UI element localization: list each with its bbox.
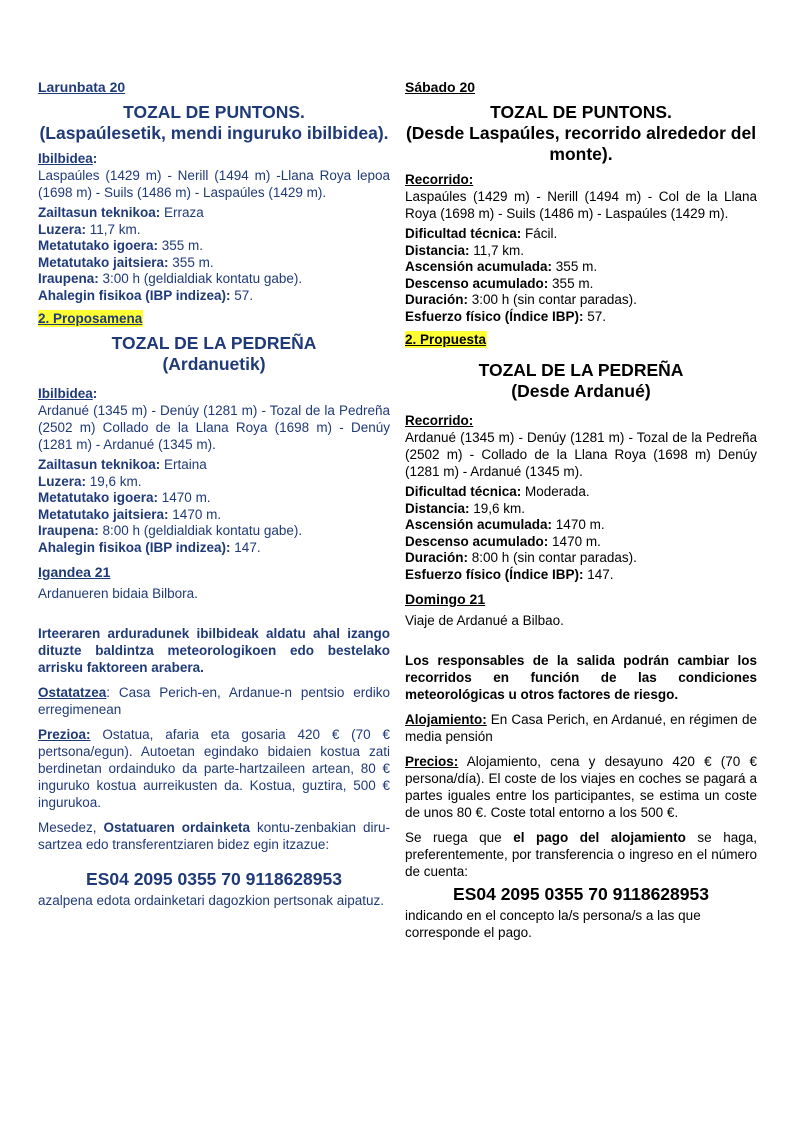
day1-heading: Sábado 20 bbox=[405, 79, 476, 95]
spec-value: Moderada. bbox=[521, 484, 590, 499]
spec-row bbox=[405, 550, 757, 567]
route-label bbox=[38, 150, 390, 167]
spec-value: 147. bbox=[230, 539, 261, 555]
spec-value: Fácil. bbox=[521, 226, 558, 241]
route-label: Recorrido: bbox=[405, 413, 474, 428]
spec-key: Ahalegin fisikoa (IBP indizea): bbox=[38, 287, 231, 303]
spec-value: 1470 m. bbox=[552, 517, 605, 532]
route2-title-line1: TOZAL DE LA PEDREÑA bbox=[111, 333, 317, 353]
spec-value: Erraza bbox=[160, 205, 204, 220]
spec-key: Zailtasun teknikoa: bbox=[38, 205, 161, 220]
spec-row bbox=[38, 457, 390, 474]
spec-key: Dificultad técnica: bbox=[405, 484, 522, 499]
after-iban-text: indicando en el concepto la/s persona/s a las que corresponde el pago. bbox=[405, 908, 701, 940]
spec-value: 1470 m. bbox=[158, 490, 211, 505]
spec-value: 19,6 km. bbox=[86, 473, 142, 489]
lodging-label: Alojamiento: bbox=[405, 712, 487, 727]
price-paragraph bbox=[38, 726, 390, 811]
lodging-paragraph bbox=[405, 711, 757, 745]
spec-row bbox=[38, 490, 390, 507]
spec-key: Distancia: bbox=[405, 500, 470, 516]
spec-row bbox=[405, 292, 757, 309]
spec-key: Zailtasun teknikoa: bbox=[38, 457, 161, 472]
spec-key: Esfuerzo físico (Índice IBP): bbox=[405, 308, 584, 324]
spec-value: 355 m. bbox=[168, 254, 214, 270]
spec-row bbox=[405, 501, 757, 518]
price-text: Ostatua, afaria eta gosaria 420 € (70 € pertsona/egun). Autoetan egindako bidaien kostua zati berdinetan ordainduko da parte-hartzaileen artean, 80 € inguruko kostua aurreikusten da. Kostua, guztira, 500 € ingurukoa. bbox=[38, 727, 390, 810]
spec-row bbox=[405, 517, 757, 534]
lodging-label: Ostatatzea bbox=[38, 685, 107, 700]
spec-key: Metatutako jaitsiera: bbox=[38, 506, 169, 522]
route1-specs bbox=[405, 226, 757, 325]
route1-specs bbox=[38, 205, 390, 304]
payment-paragraph bbox=[405, 829, 757, 880]
route2-title-line2: (Desde Ardanué) bbox=[511, 381, 651, 401]
spec-row bbox=[405, 276, 757, 293]
spec-row bbox=[38, 205, 390, 222]
route-label-text: Ibilbidea bbox=[38, 386, 93, 401]
spanish-column bbox=[405, 79, 757, 941]
iban-number: ES04 2095 0355 70 9118628953 bbox=[86, 869, 342, 889]
spec-key: Iraupena: bbox=[38, 271, 99, 286]
route1-description: Laspaúles (1429 m) - Nerill (1494 m) - Col de la Llana Roya (1698 m) - Suils (1486 m) - Laspaúles (1429 m). bbox=[405, 189, 757, 221]
lodging-text: En Casa Perich, en Ardanué, en régimen de media pensión bbox=[405, 712, 757, 744]
route1-title-line1: TOZAL DE PUNTONS. bbox=[123, 102, 305, 122]
payment-post: kontu-zenbakian diru-sartzea edo transferentziaren bidez egin itzazue: bbox=[38, 820, 391, 852]
lodging-text: : Casa Perich-en, Ardanue-n pentsio erdiko erregimenean bbox=[38, 685, 390, 717]
route1-title-line2: (Laspaúlesetik, mendi inguruko ibilbidea). bbox=[39, 123, 389, 143]
spec-row bbox=[38, 507, 390, 524]
route-label-colon: : bbox=[92, 151, 98, 166]
spec-value: 1470 m. bbox=[548, 533, 601, 549]
lodging-paragraph bbox=[38, 684, 390, 718]
spec-row bbox=[405, 259, 757, 276]
proposal-highlight: 2. Propuesta bbox=[405, 332, 487, 347]
day2-text: Viaje de Ardanué a Bilbao. bbox=[405, 613, 564, 628]
payment-bold: Ostatuaren ordainketa bbox=[103, 820, 251, 835]
spec-key: Luzera: bbox=[38, 221, 87, 237]
route-label-colon: : bbox=[92, 386, 98, 401]
spec-value: 3:00 h (sin contar paradas). bbox=[468, 292, 637, 307]
spec-value: 57. bbox=[230, 287, 254, 303]
route2-title-line1: TOZAL DE LA PEDREÑA bbox=[478, 360, 684, 380]
route-label bbox=[38, 385, 390, 402]
spec-row bbox=[38, 288, 390, 305]
spec-key: Esfuerzo físico (Índice IBP): bbox=[405, 566, 584, 582]
spec-value: 355 m. bbox=[548, 275, 594, 291]
proposal-highlight: 2. Proposamena bbox=[38, 311, 143, 326]
spec-row bbox=[405, 226, 757, 243]
after-iban-text: azalpena edota ordainketari dagozkion pertsonak aipatuz. bbox=[38, 893, 384, 908]
route-label: Recorrido: bbox=[405, 172, 474, 187]
iban-number: ES04 2095 0355 70 9118628953 bbox=[453, 884, 709, 904]
spec-key: Duración: bbox=[405, 550, 469, 565]
spec-row bbox=[38, 523, 390, 540]
spec-key: Dificultad técnica: bbox=[405, 226, 522, 241]
spec-value: 11,7 km. bbox=[469, 242, 525, 258]
spec-key: Descenso acumulado: bbox=[405, 275, 549, 291]
spec-row bbox=[38, 222, 390, 239]
spec-value: 8:00 h (geldialdiak kontatu gabe). bbox=[98, 523, 303, 538]
spec-value: 11,7 km. bbox=[86, 221, 141, 237]
spec-row bbox=[38, 474, 390, 491]
payment-post: se haga, preferentemente, por transferencia o ingreso en el número de cuenta: bbox=[405, 830, 758, 879]
price-text: Alojamiento, cena y desayuno 420 € (70 € persona/día). El coste de los viajes en coches se pagará a partes iguales entre los participantes, se estima un coste de unos 80 €. Coste total entorno a los 500 €. bbox=[405, 754, 757, 820]
spec-row bbox=[405, 484, 757, 501]
spec-value: 19,6 km. bbox=[469, 500, 526, 516]
payment-bold: el pago del alojamiento bbox=[513, 830, 686, 845]
day2-heading: Igandea 21 bbox=[38, 564, 111, 580]
spec-row bbox=[405, 243, 757, 260]
spec-key: Metatutako igoera: bbox=[38, 490, 159, 505]
payment-pre: Mesedez, bbox=[38, 820, 104, 835]
route-label-text: Ibilbidea bbox=[38, 151, 93, 166]
route1-title-line2: (Desde Laspaúles, recorrido alrededor del monte). bbox=[405, 123, 757, 164]
spec-key: Ahalegin fisikoa (IBP indizea): bbox=[38, 539, 231, 555]
spec-row bbox=[405, 567, 757, 584]
spec-value: 355 m. bbox=[552, 259, 598, 274]
spec-key: Distancia: bbox=[405, 242, 470, 258]
day1-heading: Larunbata 20 bbox=[38, 79, 126, 95]
price-label: Precios: bbox=[405, 754, 459, 769]
spec-key: Metatutako igoera: bbox=[38, 238, 159, 253]
spec-value: 355 m. bbox=[158, 238, 204, 253]
route1-title-line1: TOZAL DE PUNTONS. bbox=[490, 102, 672, 122]
spec-row bbox=[38, 271, 390, 288]
spec-key: Ascensión acumulada: bbox=[405, 259, 553, 274]
spec-value: 147. bbox=[583, 566, 614, 582]
spec-value: Ertaina bbox=[160, 457, 207, 472]
spec-row bbox=[405, 309, 757, 326]
day2-text: Ardanueren bidaia Bilbora. bbox=[38, 586, 198, 601]
route1-description: Laspaúles (1429 m) - Nerill (1494 m) -Llana Roya lepoa (1698 m) - Suils (1486 m) - Laspaúles (1429 m). bbox=[38, 168, 390, 200]
warning-text: Los responsables de la salida podrán cambiar los recorridos en función de las condiciones meteorológicas u otros factores de riesgo. bbox=[405, 653, 757, 702]
spec-key: Metatutako jaitsiera: bbox=[38, 254, 169, 270]
day2-heading: Domingo 21 bbox=[405, 591, 486, 607]
route2-specs bbox=[405, 484, 757, 583]
spec-value: 1470 m. bbox=[168, 506, 222, 522]
spec-key: Duración: bbox=[405, 292, 469, 307]
basque-column bbox=[38, 79, 390, 909]
route2-specs bbox=[38, 457, 390, 556]
spec-row bbox=[38, 238, 390, 255]
warning-text: Irteeraren arduradunek ibilbideak aldatu ahal izango dituzte baldintza meteorologikoen edo bestelako arrisku faktoreen arabera. bbox=[38, 626, 390, 675]
spec-row bbox=[405, 534, 757, 551]
payment-paragraph bbox=[38, 819, 390, 853]
price-label: Prezioa: bbox=[38, 727, 91, 742]
spec-key: Luzera: bbox=[38, 473, 87, 489]
spec-key: Iraupena: bbox=[38, 523, 99, 538]
route2-title-line2: (Ardanuetik) bbox=[162, 354, 266, 374]
payment-pre: Se ruega que bbox=[405, 830, 514, 845]
route2-description: Ardanué (1345 m) - Denúy (1281 m) - Tozal de la Pedreña (2502 m) Collado de la Llana Roya (1698 m) - Denúy (1281 m) - Ardanué (1345 m). bbox=[38, 403, 390, 452]
spec-value: 3:00 h (geldialdiak kontatu gabe). bbox=[98, 271, 303, 286]
spec-row bbox=[38, 255, 390, 272]
spec-key: Ascensión acumulada: bbox=[405, 517, 553, 532]
price-paragraph bbox=[405, 753, 757, 821]
spec-row bbox=[38, 540, 390, 557]
spec-value: 57. bbox=[583, 308, 607, 324]
spec-value: 8:00 h (sin contar paradas). bbox=[468, 550, 637, 565]
route2-description: Ardanué (1345 m) - Denúy (1281 m) - Tozal de la Pedreña (2502 m) - Collado de la Llana Roya (1698 m) Denúy (1281 m) - Ardanué (1345 m). bbox=[405, 430, 757, 479]
spec-key: Descenso acumulado: bbox=[405, 533, 549, 549]
